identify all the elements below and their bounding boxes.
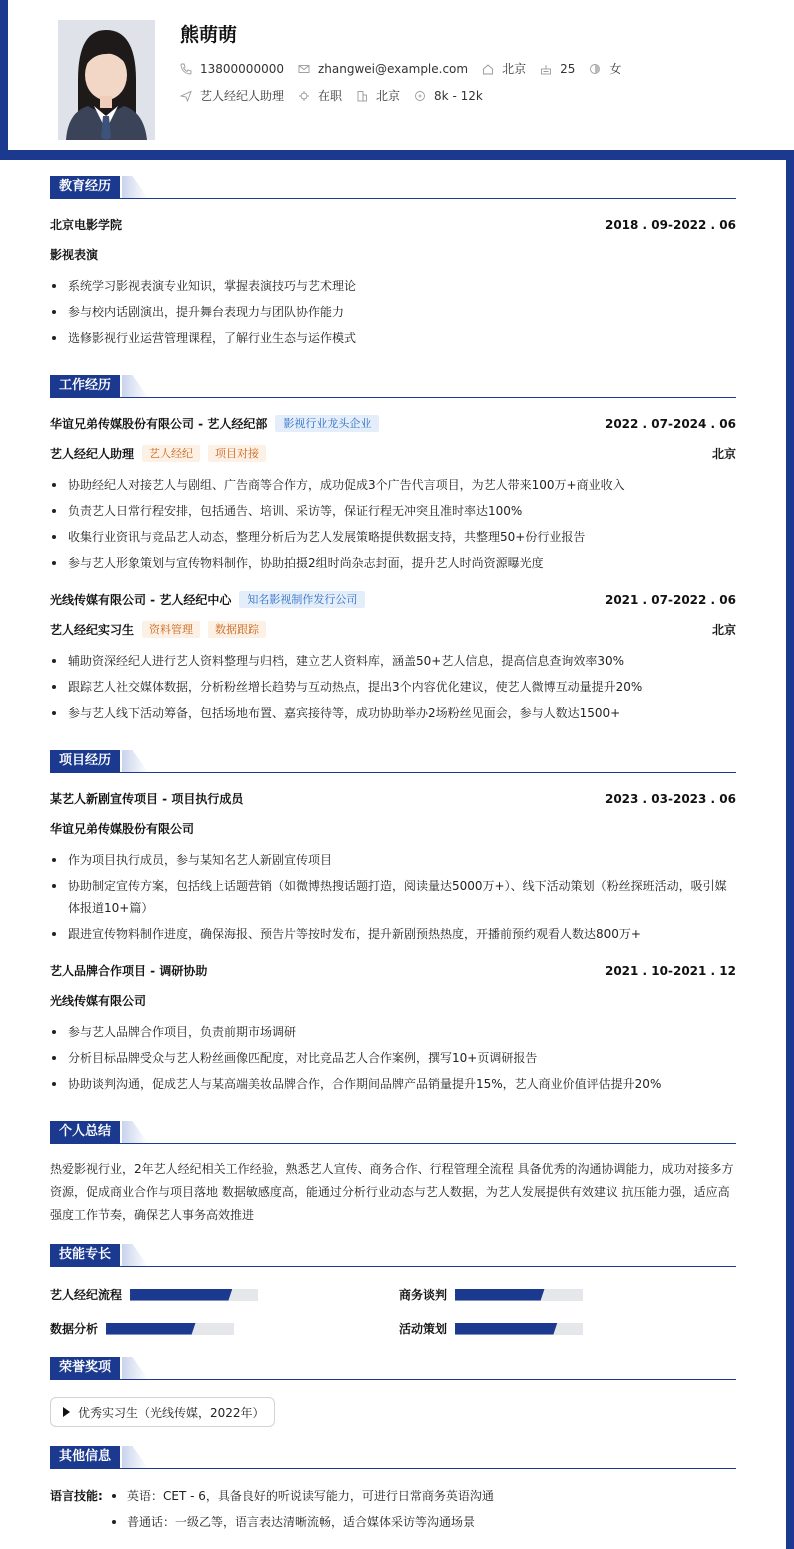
job-intent-row xyxy=(180,87,497,104)
project-bullet: 协助谈判沟通，促成艺人与某高端美妆品牌合作，合作期间品牌产品销量提升15%，艺人商业价值评估提升20% xyxy=(50,1073,736,1095)
job-bullet: 收集行业资讯与竞品艺人动态，整理分析后为艺人发展策略提供数据支持，共整理50+份行业报告 xyxy=(50,526,736,548)
section-title: 荣誉奖项 xyxy=(50,1357,120,1379)
section-tab-decoration xyxy=(122,176,148,198)
skills-section-header xyxy=(50,1244,736,1267)
section-tab-decoration xyxy=(122,1121,148,1143)
role-tag: 项目对接 xyxy=(208,445,266,462)
award-item[interactable] xyxy=(50,1397,275,1427)
phone-item xyxy=(180,62,284,76)
section-tab-decoration xyxy=(122,1357,148,1379)
skill-bar-track xyxy=(455,1289,583,1301)
salary-text: 8k - 12k xyxy=(434,88,483,103)
skill-bar-track xyxy=(455,1323,583,1335)
position-item xyxy=(180,87,284,104)
contact-info-row xyxy=(180,60,635,77)
skill-name: 艺人经纪流程 xyxy=(50,1288,123,1302)
summary-section-header xyxy=(50,1121,736,1144)
project-org-row xyxy=(50,992,736,1009)
skill-bar-fill xyxy=(455,1323,557,1335)
position-text: 艺人经纪人助理 xyxy=(200,89,285,103)
skill-bar-track xyxy=(106,1323,234,1335)
job-bullet: 负责艺人日常行程安排，包括通告、培训、采访等，保证行程无冲突且准时率达100% xyxy=(50,500,736,522)
job-location: 北京 xyxy=(711,447,736,461)
age-text: 25 xyxy=(560,61,576,76)
project-bullet: 分析目标品牌受众与艺人粉丝画像匹配度，对比竞品艺人合作案例，撰写10+页调研报告 xyxy=(50,1047,736,1069)
language-item: 英语：CET - 6，具备良好的听说读写能力，可进行日常商务英语沟通 xyxy=(110,1486,494,1506)
age-item xyxy=(540,62,575,76)
gender-text: 女 xyxy=(609,62,622,76)
job-role: 艺人经纪人助理 xyxy=(50,447,135,461)
skill-name: 数据分析 xyxy=(50,1322,99,1336)
major-name: 影视表演 xyxy=(50,248,99,262)
work-section-header xyxy=(50,375,736,398)
job-date: 2021 . 07-2022 . 06 xyxy=(604,592,736,607)
target-city-text: 北京 xyxy=(376,89,401,103)
other-section-header xyxy=(50,1446,736,1469)
job-location: 北京 xyxy=(711,623,736,637)
project-bullet: 跟进宣传物料制作进度，确保海报、预告片等按时发布，提升新剧预热热度，开播前预约观看人数达800万+ xyxy=(50,923,736,945)
job-bullet: 参与艺人形象策划与宣传物料制作，协助拍摄2组时尚杂志封面，提升艺人时尚资源曝光度 xyxy=(50,552,736,574)
job-role-row xyxy=(50,445,736,462)
skill-bar-track xyxy=(130,1289,258,1301)
section-title: 技能专长 xyxy=(50,1244,120,1266)
company-name: 华谊兄弟传媒股份有限公司 - 艺人经纪部 xyxy=(50,417,268,431)
section-tab-decoration xyxy=(122,375,148,397)
gender-item xyxy=(589,60,621,77)
education-bullet: 参与校内话剧演出，提升舞台表现力与团队协作能力 xyxy=(50,301,736,323)
section-tab-decoration xyxy=(122,750,148,772)
target-city-item xyxy=(356,87,400,104)
education-bullet: 选修影视行业运营管理课程，了解行业生态与运作模式 xyxy=(50,327,736,349)
company-tag: 知名影视制作发行公司 xyxy=(239,591,365,608)
project-org: 华谊兄弟传媒股份有限公司 xyxy=(50,822,195,836)
education-date: 2018 . 09-2022 . 06 xyxy=(604,217,736,232)
phone-text: 13800000000 xyxy=(200,61,284,76)
salary-item xyxy=(414,89,483,103)
job-role: 艺人经纪实习生 xyxy=(50,623,135,637)
project-date: 2021 . 10-2021 . 12 xyxy=(604,963,736,978)
status-item xyxy=(298,87,342,104)
award-text: 优秀实习生（光线传媒，2022年） xyxy=(78,1405,265,1420)
skill-bar-fill xyxy=(130,1289,232,1301)
education-row xyxy=(50,216,736,233)
section-title: 其他信息 xyxy=(50,1446,120,1468)
home-icon xyxy=(482,63,494,75)
project-org-row xyxy=(50,820,736,837)
send-icon xyxy=(180,90,192,102)
project-name: 艺人品牌合作项目 - 调研协助 xyxy=(50,964,208,978)
job-company-row xyxy=(50,591,736,608)
caret-right-icon xyxy=(63,1407,70,1417)
section-title: 项目经历 xyxy=(50,750,120,772)
email-item xyxy=(298,62,468,76)
skill-name: 活动策划 xyxy=(399,1322,448,1336)
project-row xyxy=(50,790,736,807)
projects-section-header xyxy=(50,750,736,773)
skill-item xyxy=(50,1320,234,1337)
project-date: 2023 . 03-2023 . 06 xyxy=(604,791,736,806)
section-title: 教育经历 xyxy=(50,176,120,198)
project-bullet: 作为项目执行成员，参与某知名艺人新剧宣传项目 xyxy=(50,849,736,871)
skill-item xyxy=(399,1286,583,1303)
project-name: 某艺人新剧宣传项目 - 项目执行成员 xyxy=(50,792,244,806)
status-text: 在职 xyxy=(318,89,343,103)
project-bullet: 参与艺人品牌合作项目，负责前期市场调研 xyxy=(50,1021,736,1043)
building-icon xyxy=(356,90,368,102)
mail-icon xyxy=(298,63,310,75)
section-title: 工作经历 xyxy=(50,375,120,397)
section-title: 个人总结 xyxy=(50,1121,120,1143)
project-org: 光线传媒有限公司 xyxy=(50,994,147,1008)
section-tab-decoration xyxy=(122,1244,148,1266)
summary-text: 热爱影视行业，2年艺人经纪相关工作经验，熟悉艺人宣传、商务合作、行程管理全流程 具备优秀的沟通协调能力，成功对接多方资源，促成商业合作与项目落地 数据敏感度高，能通过分析行业动态与艺人数据，为艺人发展提供有效建议 抗压能力强，适应高强度工作节奏，确保艺人事务高效推进 xyxy=(50,1162,734,1222)
job-date: 2022 . 07-2024 . 06 xyxy=(604,416,736,431)
company-tag: 影视行业龙头企业 xyxy=(275,415,379,432)
project-row xyxy=(50,962,736,979)
skill-item xyxy=(50,1286,258,1303)
job-bullet: 参与艺人线下活动筹备，包括场地布置、嘉宾接待等，成功协助举办2场粉丝见面会，参与人数达1500+ xyxy=(50,702,736,724)
project-bullet: 协助制定宣传方案，包括线上话题营销（如微博热搜话题打造，阅读量达5000万+）、线下活动策划（粉丝探班活动，吸引媒体报道10+篇） xyxy=(50,875,736,919)
school-name: 北京电影学院 xyxy=(50,218,123,232)
job-bullet: 辅助资深经纪人进行艺人资料整理与归档，建立艺人资料库，涵盖50+艺人信息，提高信息查询效率30% xyxy=(50,650,736,672)
role-tag: 数据跟踪 xyxy=(208,621,266,638)
city-item xyxy=(482,60,526,77)
role-tag: 资料管理 xyxy=(142,621,200,638)
email-text: zhangwei@example.com xyxy=(317,61,469,76)
company-name: 光线传媒有限公司 - 艺人经纪中心 xyxy=(50,593,232,607)
frame-right-bar xyxy=(786,150,794,1549)
education-bullet: 系统学习影视表演专业知识，掌握表演技巧与艺术理论 xyxy=(50,275,736,297)
coin-icon xyxy=(414,90,426,102)
phone-icon xyxy=(180,63,192,75)
header-divider-bar xyxy=(0,150,794,160)
skill-bar-fill xyxy=(455,1289,545,1301)
gender-icon xyxy=(589,63,601,75)
candidate-name: 熊萌萌 xyxy=(180,24,238,46)
job-bullet: 跟踪艺人社交媒体数据，分析粉丝增长趋势与互动热点，提出3个内容优化建议，使艺人微博互动量提升20% xyxy=(50,676,736,698)
frame-left-bar xyxy=(0,0,8,160)
awards-section-header xyxy=(50,1357,736,1380)
language-item: 普通话：一级乙等，语言表达清晰流畅，适合媒体采访等沟通场景 xyxy=(110,1512,475,1532)
education-section-header xyxy=(50,176,736,199)
cake-icon xyxy=(540,63,552,75)
skill-name: 商务谈判 xyxy=(399,1288,448,1302)
skill-bar-fill xyxy=(106,1323,196,1335)
section-tab-decoration xyxy=(122,1446,148,1468)
role-tag: 艺人经纪 xyxy=(142,445,200,462)
job-bullet: 协助经纪人对接艺人与剧组、广告商等合作方，成功促成3个广告代言项目，为艺人带来100万+商业收入 xyxy=(50,474,736,496)
skill-item xyxy=(399,1320,583,1337)
city-text: 北京 xyxy=(502,62,527,76)
major-row xyxy=(50,246,736,263)
job-company-row xyxy=(50,415,736,432)
profile-photo xyxy=(58,20,155,140)
gear-icon xyxy=(298,90,310,102)
job-role-row xyxy=(50,621,736,638)
language-label: 语言技能: xyxy=(50,1489,103,1503)
